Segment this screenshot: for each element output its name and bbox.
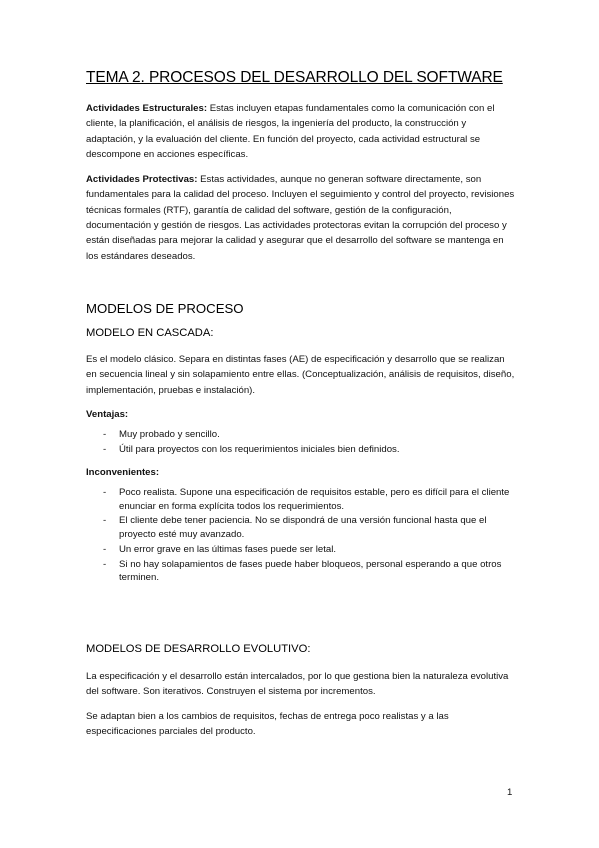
term-text: Estas incluyen etapas fundamentales como la comunicación con el cliente, la planificación, el análisis de riesgos, la ingeniería del producto, la construcción y adaptación, y la evaluación del cliente. En función del proyecto, cada actividad estructural se descompone en acciones específicas. (86, 103, 495, 160)
list-item (86, 443, 516, 456)
evolutive-paragraph: La especificación y el desarrollo están intercalados, por lo que gestiona bien la naturaleza evolutiva del software. Son iterativos. Construyen el sistema por incrementos. (86, 670, 509, 697)
page-title: TEMA 2. PROCESOS DEL DESARROLLO DEL SOFTWARE (86, 69, 503, 86)
page-content (86, 68, 516, 740)
section-heading-evolutive: MODELOS DE DESARROLLO EVOLUTIVO: (86, 642, 311, 655)
subheading-waterfall: MODELO EN CASCADA: (86, 326, 214, 339)
dash-bullet: - (103, 487, 107, 499)
page-number: 1 (507, 787, 513, 798)
dash-bullet: - (103, 543, 107, 555)
list-item (86, 486, 516, 513)
list-item-text: Si no hay solapamientos de fases puede haber bloqueos, personal esperando a que otros terminen. (119, 558, 502, 584)
list-item-text: Un error grave en las últimas fases puede ser letal. (119, 543, 337, 555)
term-text: Estas actividades, aunque no generan software directamente, son fundamentales para la calidad del proceso. Incluyen el seguimiento y control del proyecto, revisiones técnicas formales (RTF), garantía de calidad del software, gestión de la configuración, documentación y gestión de riesgos. Las actividades protectoras evitan la corrupción del proceso y están diseñadas para mejorar la calidad y asegurar que el desarrollo del software se mantenga en los estándares deseados. (86, 174, 515, 262)
intro-paragraph-protective (86, 172, 516, 264)
waterfall-paragraph: Es el modelo clásico. Separa en distintas fases (AE) de especificación y desarrollo que se realizan en secuencia lineal y sin solapamiento entre ellas. (Conceptualización, análisis de requisitos, diseño, implementación, pruebas e instalación). (86, 353, 515, 396)
list-item (86, 428, 516, 441)
dash-bullet: - (103, 428, 107, 440)
section-heading-process-models: MODELOS DE PROCESO (86, 300, 244, 316)
list-item (86, 558, 516, 585)
evolutive-paragraph: Se adaptan bien a los cambios de requisitos, fechas de entrega poco realistas y a las especificaciones parciales del producto. (86, 711, 449, 738)
advantages-list (86, 428, 516, 456)
dash-bullet: - (103, 515, 107, 527)
dash-bullet: - (103, 558, 107, 570)
advantages-label: Ventajas: (86, 408, 129, 420)
list-item-text: El cliente debe tener paciencia. No se dispondrá de una versión funcional hasta que el proyecto esté muy avanzado. (119, 515, 487, 540)
term-label: Actividades Estructurales: (86, 103, 208, 114)
intro-paragraph-structural (86, 101, 516, 162)
list-item-text: Muy probado y sencillo. (119, 428, 220, 440)
list-item-text: Útil para proyectos con los requerimientos iniciales bien definidos. (119, 443, 400, 455)
term-label: Actividades Protectivas: (86, 174, 198, 186)
dash-bullet: - (103, 443, 107, 455)
disadvantages-list (86, 486, 516, 584)
list-item-text: Poco realista. Supone una especificación de requisitos estable, pero es difícil para el cliente enunciar en forma explícita todos los requerimientos. (119, 487, 510, 512)
list-item (86, 514, 516, 541)
disadvantages-label: Inconvenientes: (86, 467, 160, 479)
list-item (86, 543, 516, 556)
